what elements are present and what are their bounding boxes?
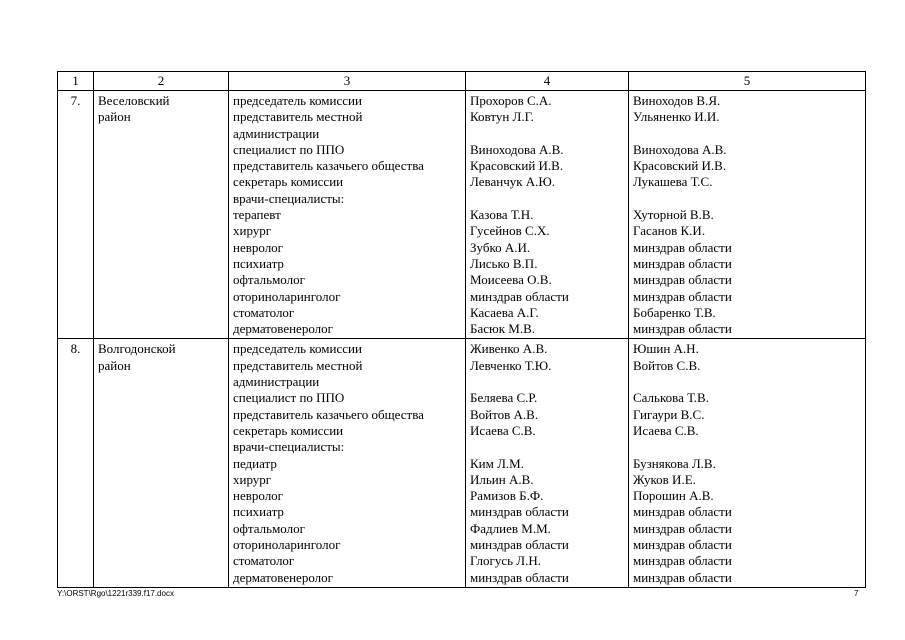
member-col5-line: минздрав области: [633, 288, 732, 304]
member-col4-line: Беляева С.Р.: [470, 390, 538, 406]
member-col4-line: Глогусь Л.Н.: [470, 553, 542, 569]
commission-role-line: представитель местной: [233, 109, 363, 125]
header-col-3: 3: [229, 72, 466, 91]
member-col5-line: Салькова Т.В.: [633, 390, 709, 406]
member-col5-line: Бобаренко Т.В.: [633, 304, 716, 320]
table-header-row: [58, 72, 866, 91]
member-col4-line: Фадлиев М.М.: [470, 520, 551, 536]
member-col5-line: минздрав области: [633, 272, 732, 288]
commission-role-line: врачи-специалисты:: [233, 190, 345, 206]
member-col5-line: минздрав области: [633, 537, 732, 553]
member-col4-line: минздрав области: [470, 537, 569, 553]
commission-role-line: представитель казачьего общества: [233, 158, 424, 174]
member-col4-line: Лисько В.П.: [470, 255, 538, 271]
member-col4-line: Зубко А.И.: [470, 239, 531, 255]
commission-role-line: дерматовенеролог: [233, 321, 333, 337]
member-col5-line: минздрав области: [633, 255, 732, 271]
table-row: [58, 339, 866, 587]
member-col5-line: Виноходов В.Я.: [633, 93, 721, 108]
member-col4-line: Казова Т.Н.: [470, 207, 534, 223]
commission-table: [57, 71, 866, 588]
commission-role-line: председатель комиссии: [233, 341, 362, 357]
commission-role-line: оториноларинголог: [233, 288, 341, 304]
commission-role-line: психиатр: [233, 504, 284, 520]
member-col4-line: Рамизов Б.Ф.: [470, 488, 544, 504]
member-col4-line: минздрав области: [470, 504, 569, 520]
member-col5-line: Исаева С.В.: [633, 422, 699, 438]
district-name-line: район: [98, 357, 131, 373]
member-col5-line: минздрав области: [633, 321, 732, 337]
member-col4-line: минздрав области: [470, 288, 569, 304]
footer-page-number: 7: [854, 589, 859, 598]
commission-role-line: секретарь комиссии: [233, 174, 344, 190]
commission-role-line: специалист по ППО: [233, 390, 345, 406]
member-col4-line: Исаева С.В.: [470, 422, 536, 438]
commission-role-line: секретарь комиссии: [233, 422, 344, 438]
member-col5-line: Бузнякова Л.В.: [633, 455, 716, 471]
district-name: [94, 91, 229, 339]
district-name-line: район: [98, 109, 131, 125]
member-col4-line: Левченко Т.Ю.: [470, 357, 552, 373]
row-number: 8.: [58, 339, 94, 587]
commission-role-line: оториноларинголог: [233, 537, 341, 553]
member-col5-line: Жуков И.Е.: [633, 471, 696, 487]
member-col5-line: Ульяненко И.И.: [633, 109, 720, 125]
commission-role-line: педиатр: [233, 455, 277, 471]
commission-role-line: невролог: [233, 239, 284, 255]
commission-role-line: стоматолог: [233, 304, 295, 320]
commission-role-line: психиатр: [233, 255, 284, 271]
header-col-4: 4: [466, 72, 629, 91]
commission-role-line: администрации: [233, 125, 320, 141]
member-col4: [466, 339, 629, 587]
member-col5: [629, 91, 866, 339]
member-col5-line: минздрав области: [633, 520, 732, 536]
commission-role-line: офтальмолог: [233, 272, 305, 288]
member-col4-line: [470, 191, 624, 207]
commission-role-line: председатель комиссии: [233, 93, 362, 108]
header-col-1: 1: [58, 72, 94, 91]
row-number: 7.: [58, 91, 94, 339]
commission-role-line: представитель казачьего общества: [233, 406, 424, 422]
member-col4-line: Гусейнов С.Х.: [470, 223, 550, 239]
table-row: [58, 91, 866, 339]
commission-role-line: невролог: [233, 488, 284, 504]
member-col5-line: [633, 374, 861, 390]
member-col5-line: [633, 126, 861, 142]
commission-role-line: хирург: [233, 471, 272, 487]
member-col4-line: [470, 126, 624, 142]
commission-role-line: врачи-специалисты:: [233, 439, 345, 455]
commission-role-line: специалист по ППО: [233, 141, 345, 157]
district-name-line: Веселовский: [98, 93, 170, 108]
commission-role: [229, 91, 466, 339]
commission-role: [229, 339, 466, 587]
district-name: [94, 339, 229, 587]
member-col4-line: Ковтун Л.Г.: [470, 109, 534, 125]
member-col5-line: [633, 191, 861, 207]
header-col-2: 2: [94, 72, 229, 91]
member-col4-line: Красовский И.В.: [470, 158, 564, 174]
member-col5-line: Юшин А.Н.: [633, 341, 699, 357]
member-col4-line: Прохоров С.А.: [470, 93, 552, 108]
member-col4-line: Войтов А.В.: [470, 406, 539, 422]
member-col4-line: Леванчук А.Ю.: [470, 174, 556, 190]
member-col5-line: минздрав области: [633, 569, 732, 585]
member-col4-line: Виноходова А.В.: [470, 141, 564, 157]
member-col5-line: Войтов С.В.: [633, 357, 701, 373]
member-col5-line: минздрав области: [633, 553, 732, 569]
commission-role-line: терапевт: [233, 207, 281, 223]
member-col5-line: Порошин А.В.: [633, 488, 714, 504]
member-col5-line: минздрав области: [633, 504, 732, 520]
commission-role-line: дерматовенеролог: [233, 569, 333, 585]
commission-role-line: хирург: [233, 223, 272, 239]
member-col5-line: Хуторной В.В.: [633, 207, 714, 223]
member-col5-line: Гигаури В.С.: [633, 406, 705, 422]
member-col4-line: Касаева А.Г.: [470, 304, 539, 320]
footer-file-path: Y:\ORST\Rgo\1221r339.f17.docx: [57, 589, 174, 598]
member-col5-line: Гасанов К.И.: [633, 223, 706, 239]
commission-role-line: офтальмолог: [233, 520, 305, 536]
member-col4-line: Басюк М.В.: [470, 321, 536, 337]
commission-role-line: администрации: [233, 374, 320, 390]
member-col4-line: минздрав области: [470, 569, 569, 585]
member-col4-line: [470, 374, 624, 390]
district-name-line: Волгодонской: [98, 341, 176, 357]
member-col5-line: Красовский И.В.: [633, 158, 727, 174]
member-col4: [466, 91, 629, 339]
commission-role-line: представитель местной: [233, 357, 363, 373]
header-col-5: 5: [629, 72, 866, 91]
member-col5-line: минздрав области: [633, 239, 732, 255]
member-col4-line: [470, 439, 624, 455]
member-col4-line: Живенко А.В.: [470, 341, 548, 357]
member-col5: [629, 339, 866, 587]
member-col5-line: [633, 439, 861, 455]
member-col5-line: Виноходова А.В.: [633, 141, 727, 157]
member-col4-line: Ким Л.М.: [470, 455, 524, 471]
member-col5-line: Лукашева Т.С.: [633, 174, 713, 190]
member-col4-line: Моисеева О.В.: [470, 272, 552, 288]
member-col4-line: Ильин А.В.: [470, 471, 534, 487]
commission-role-line: стоматолог: [233, 553, 295, 569]
